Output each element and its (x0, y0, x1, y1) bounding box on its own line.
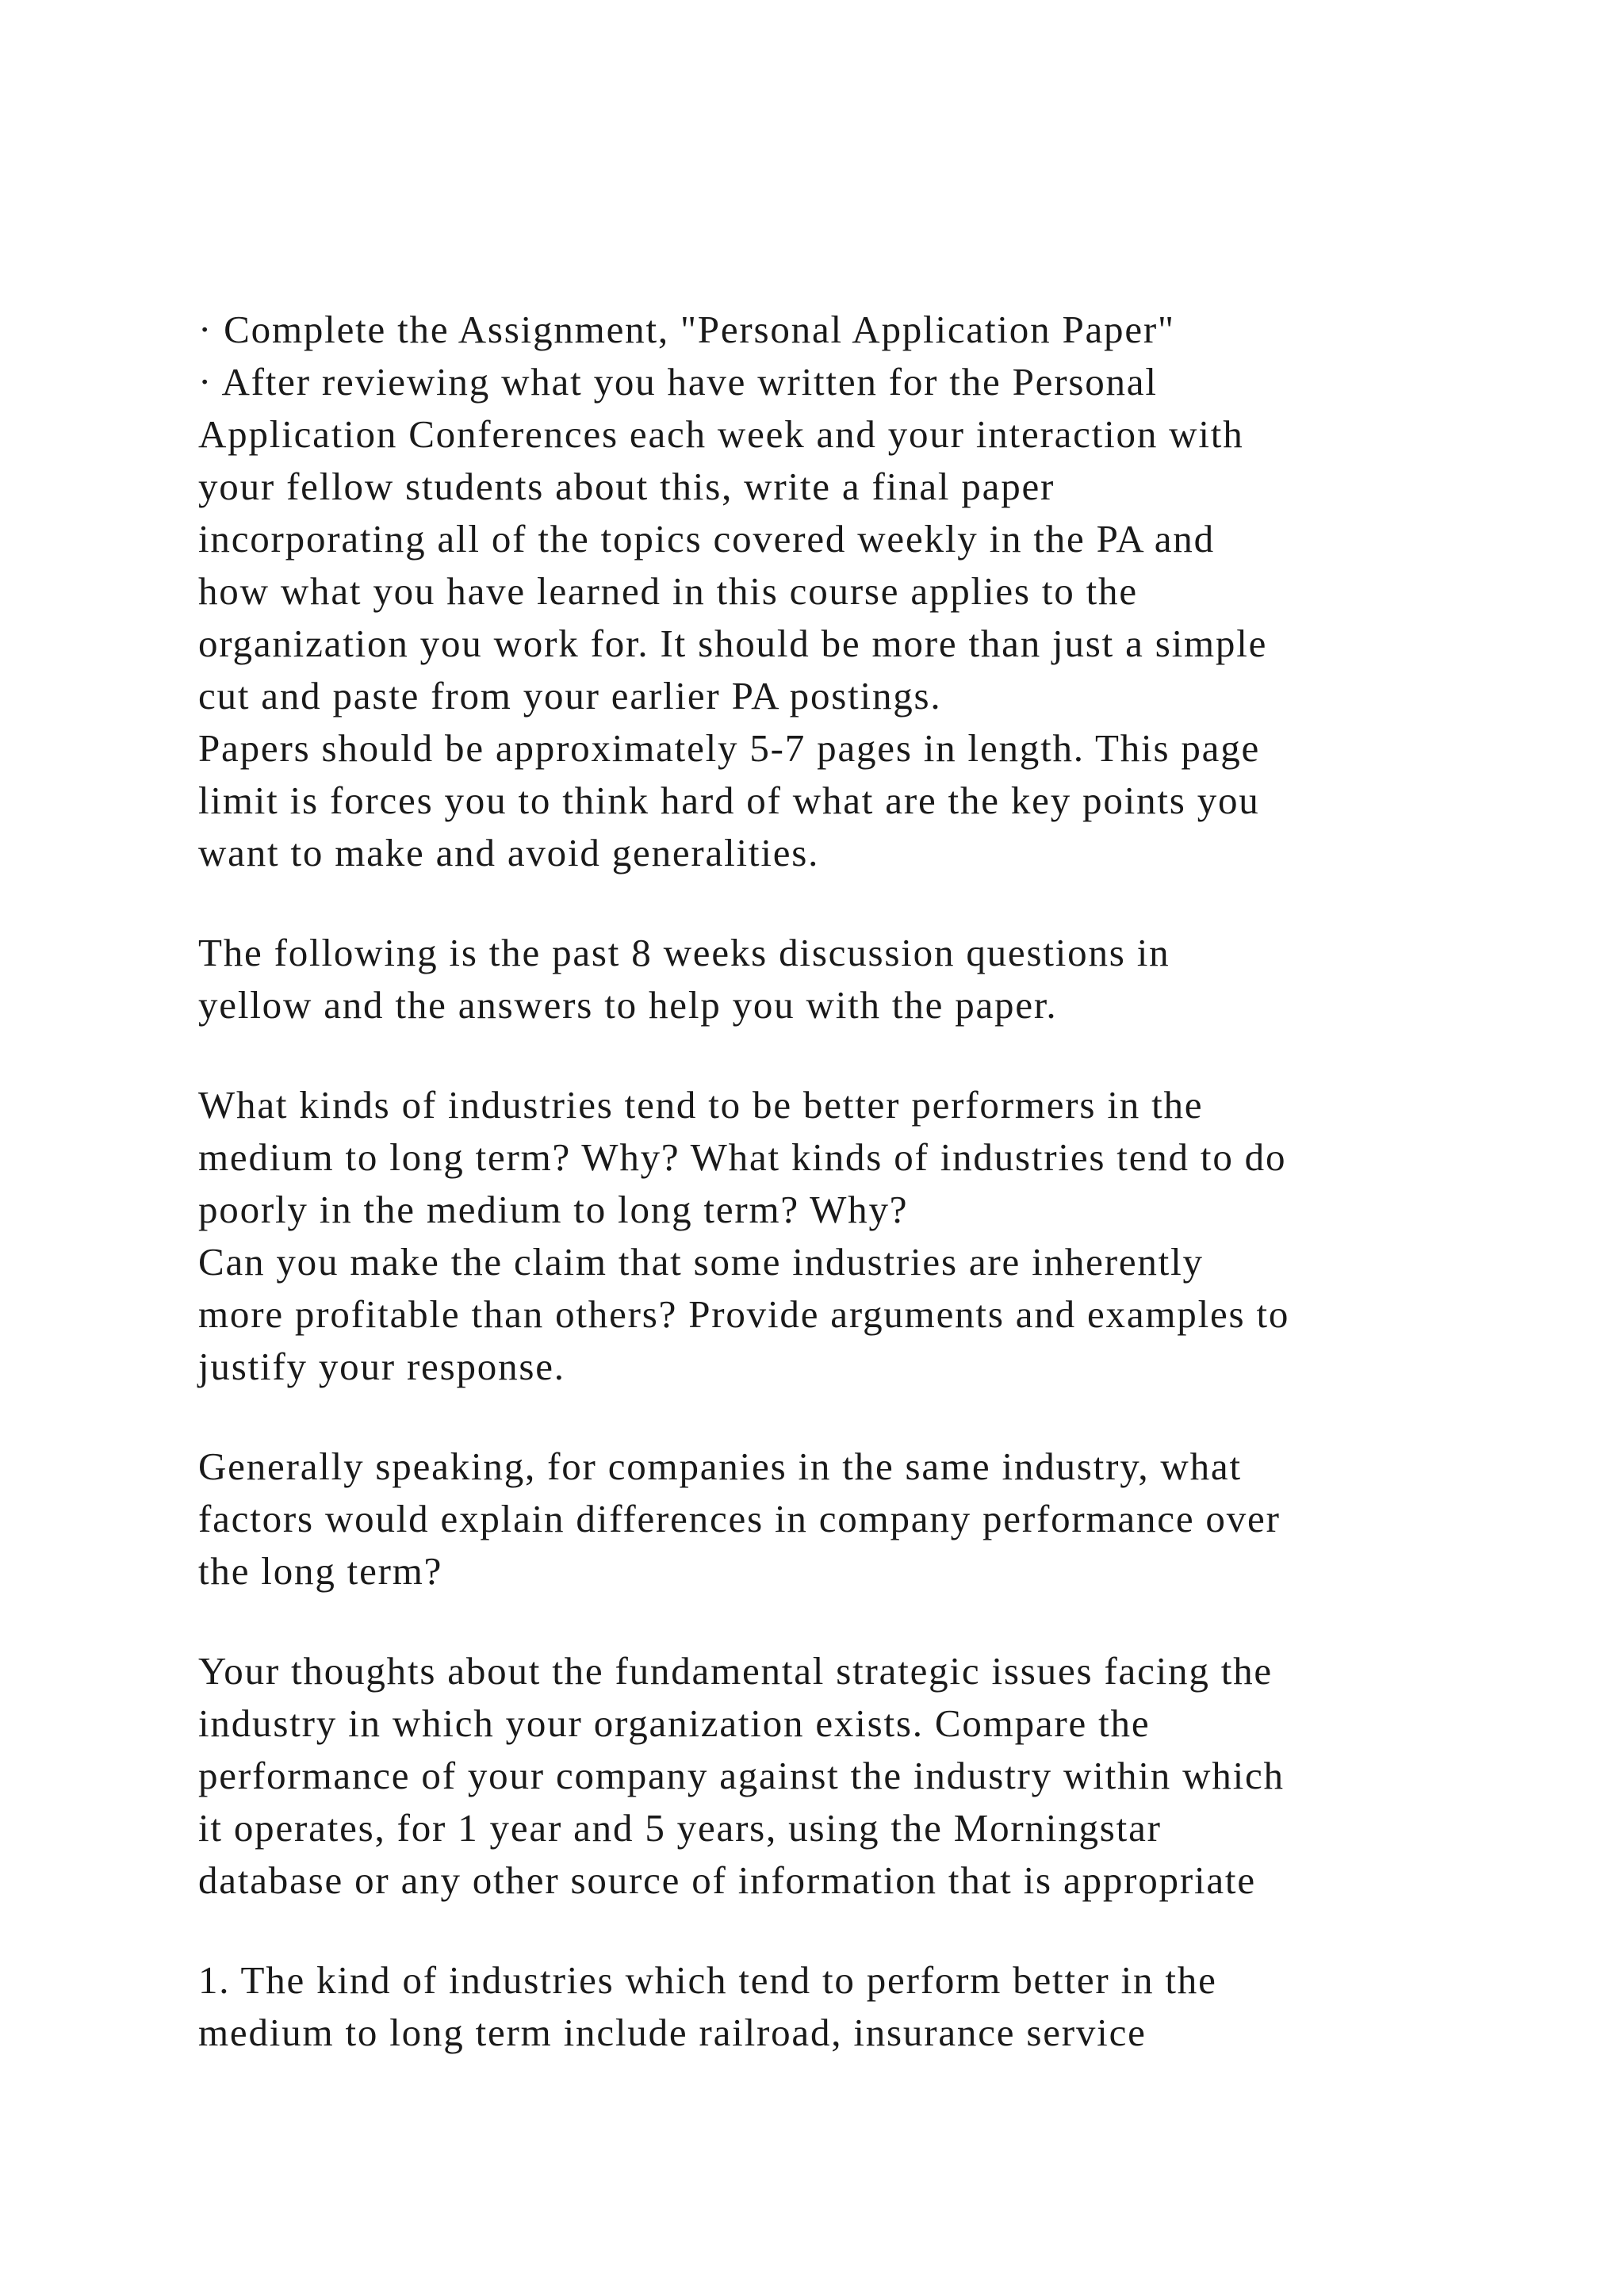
text-line: performance of your company against the industry within which (198, 1754, 1285, 1797)
text-line: Your thoughts about the fundamental strategic issues facing the (198, 1649, 1273, 1693)
text-line: the long term? (198, 1549, 443, 1593)
paragraph-gap (198, 879, 1515, 927)
text-line: more profitable than others? Provide arguments and examples to (198, 1292, 1290, 1336)
text-line: yellow and the answers to help you with the paper. (198, 983, 1058, 1027)
text-line: database or any other source of information that is appropriate (198, 1858, 1256, 1902)
text-line: medium to long term? Why? What kinds of industries tend to do (198, 1135, 1287, 1179)
paragraph-gap (198, 1598, 1515, 1645)
paragraph-gap (198, 1393, 1515, 1441)
document-body (198, 304, 1515, 2059)
text-line: Papers should be approximately 5-7 pages in length. This page (198, 726, 1261, 770)
text-line: 1. The kind of industries which tend to perform better in the (198, 1958, 1217, 2002)
text-line: factors would explain differences in company performance over (198, 1497, 1281, 1540)
text-line: want to make and avoid generalities. (198, 831, 820, 874)
text-line: your fellow students about this, write a final paper (198, 465, 1055, 508)
question-industries (198, 1079, 1515, 1393)
paragraph-gap (198, 1031, 1515, 1079)
text-line: · Complete the Assignment, "Personal Application Paper" (198, 308, 1175, 351)
text-line: cut and paste from your earlier PA postings. (198, 674, 942, 718)
question-company-performance (198, 1441, 1515, 1598)
text-line: limit is forces you to think hard of what are the key points you (198, 779, 1260, 822)
text-line: medium to long term include railroad, insurance service (198, 2011, 1147, 2054)
text-line: poorly in the medium to long term? Why? (198, 1188, 909, 1231)
discussion-intro (198, 927, 1515, 1031)
assignment-instructions (198, 304, 1515, 879)
text-line: justify your response. (198, 1345, 565, 1388)
paragraph-gap (198, 1907, 1515, 1954)
text-line: · After reviewing what you have written for the Personal (198, 360, 1158, 404)
text-line: how what you have learned in this course applies to the (198, 569, 1138, 613)
text-line: Can you make the claim that some industries are inherently (198, 1240, 1204, 1284)
text-line: it operates, for 1 year and 5 years, using the Morningstar (198, 1806, 1162, 1850)
answer-1 (198, 1954, 1515, 2059)
text-line: Generally speaking, for companies in the same industry, what (198, 1445, 1242, 1488)
text-line: incorporating all of the topics covered weekly in the PA and (198, 517, 1215, 561)
text-line: Application Conferences each week and your interaction with (198, 412, 1244, 456)
text-line: organization you work for. It should be more than just a simple (198, 622, 1268, 665)
question-strategic-issues (198, 1645, 1515, 1907)
text-line: The following is the past 8 weeks discussion questions in (198, 931, 1170, 974)
text-line: What kinds of industries tend to be better performers in the (198, 1083, 1204, 1127)
text-line: industry in which your organization exists. Compare the (198, 1701, 1151, 1745)
